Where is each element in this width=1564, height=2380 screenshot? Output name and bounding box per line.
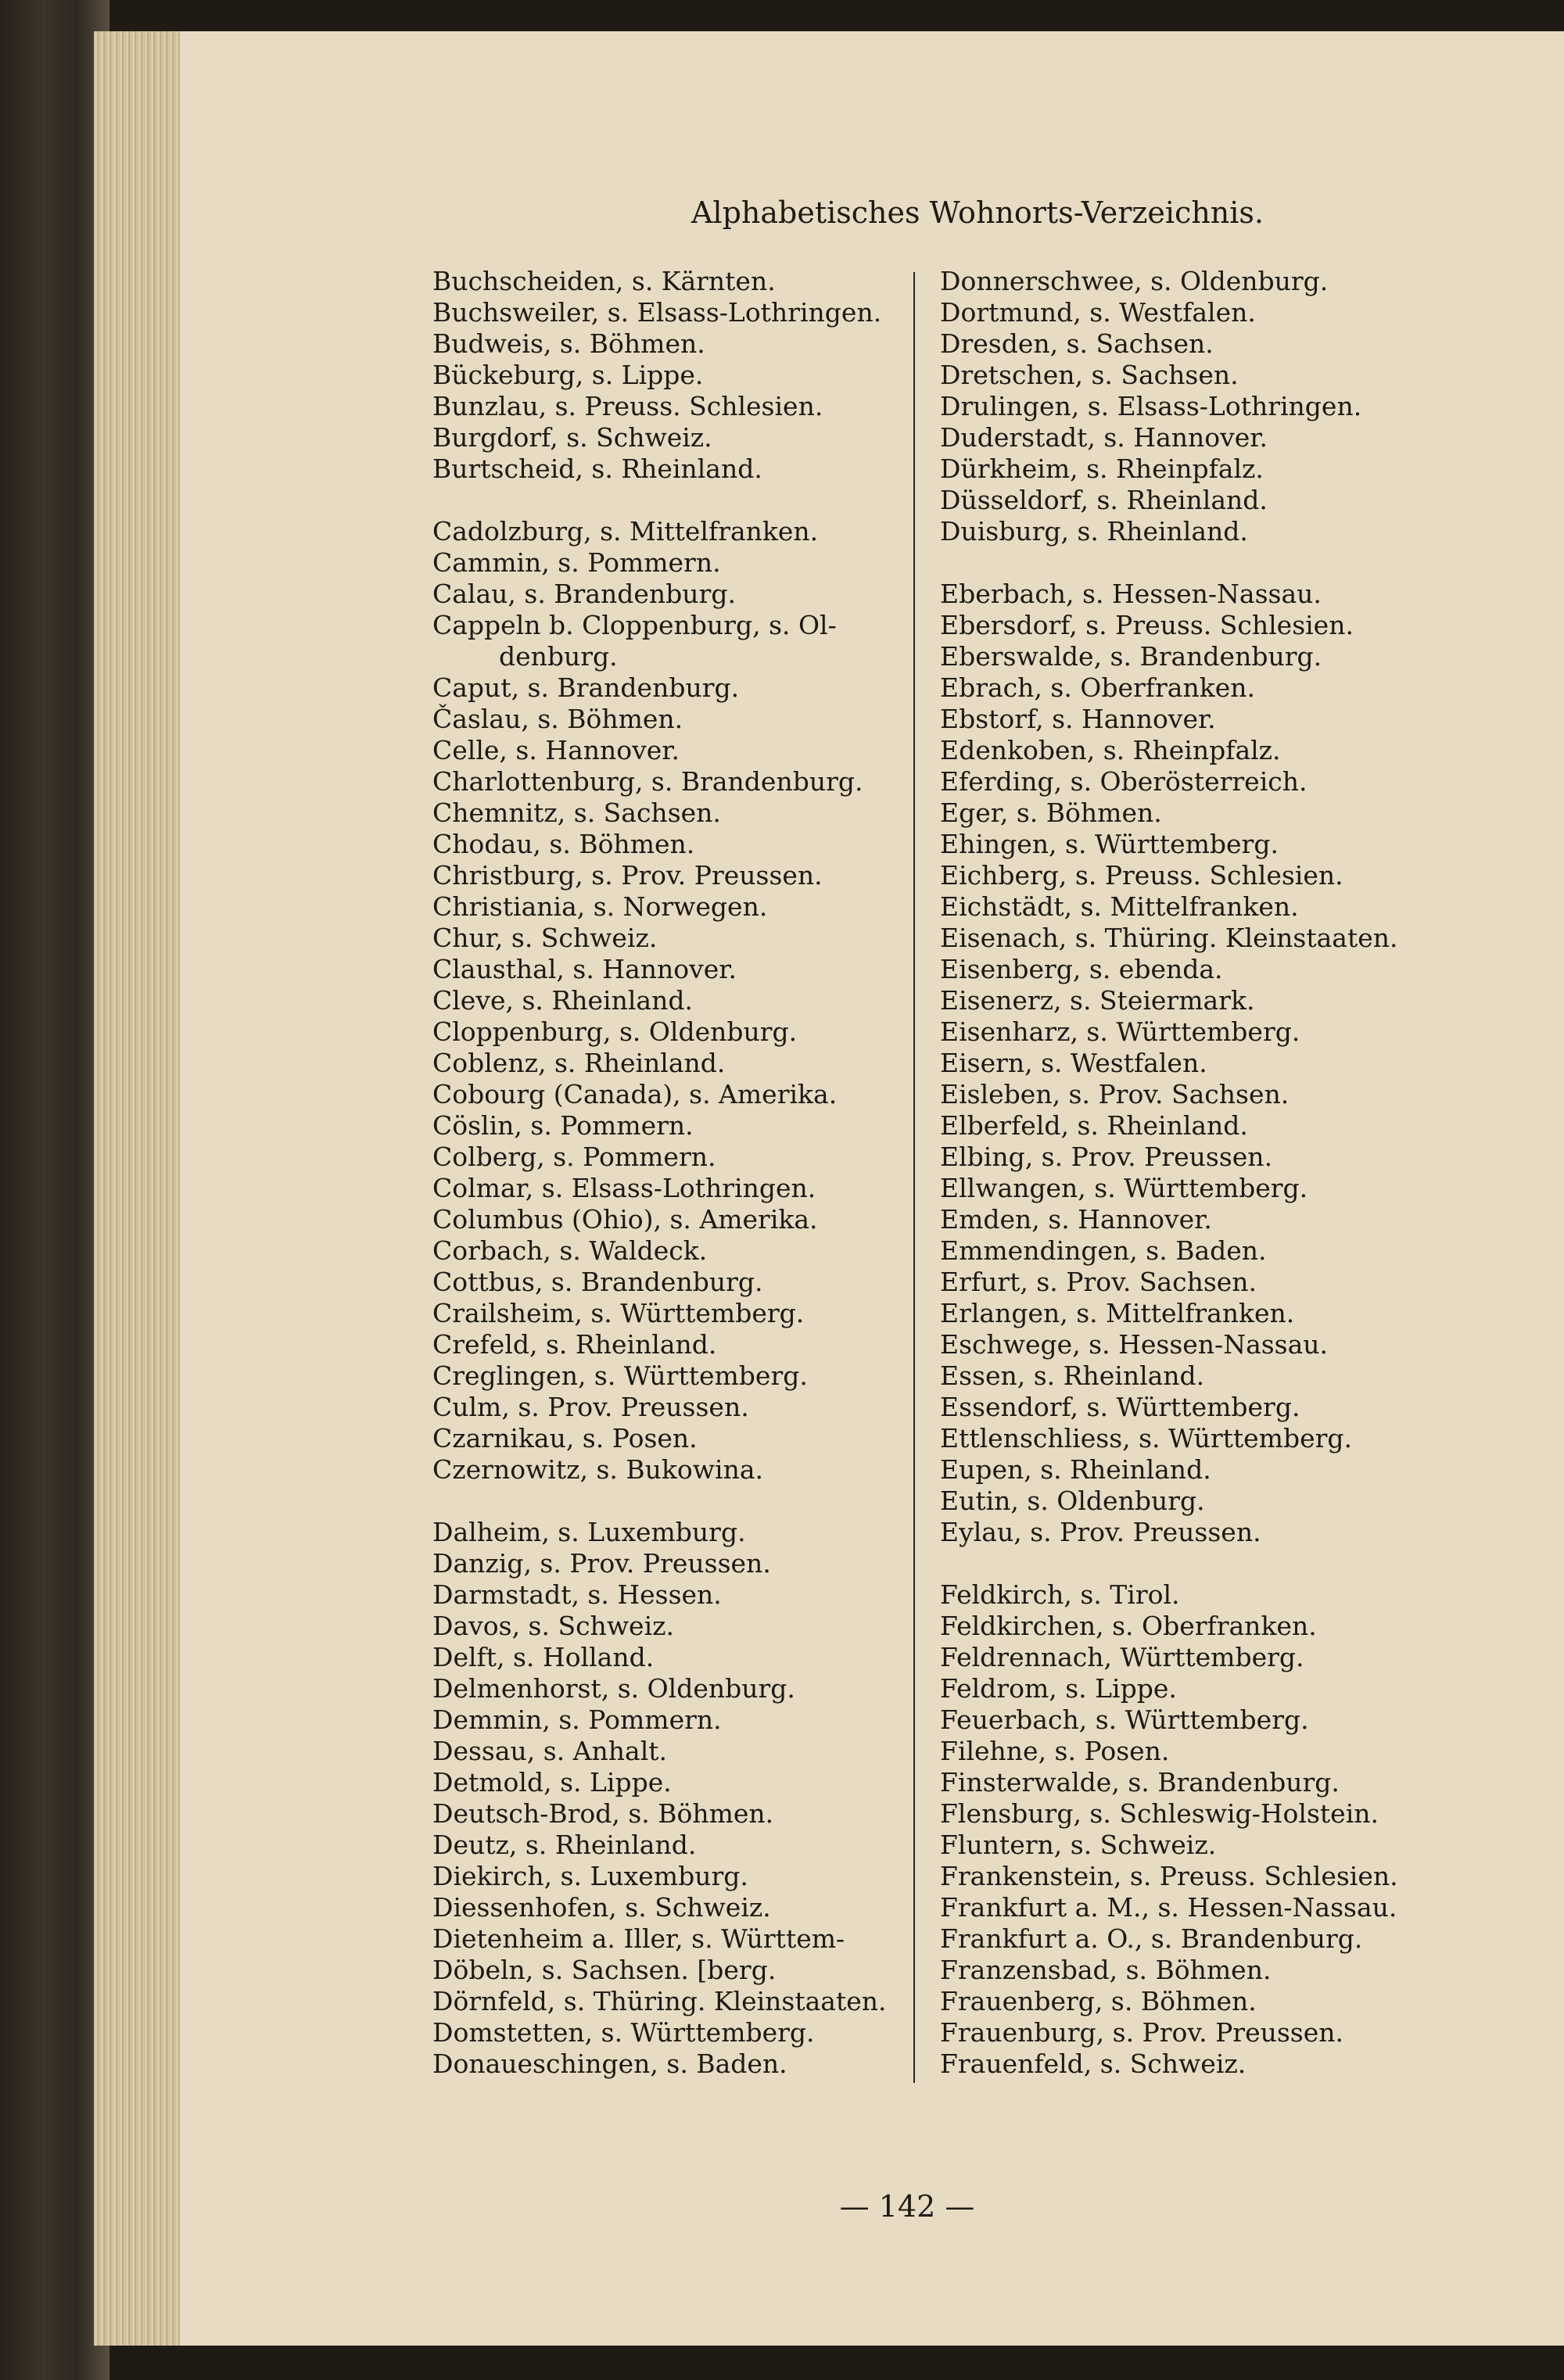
index-entry: Frankenstein, s. Preuss. Schlesien. (940, 1861, 1398, 1891)
index-entry: Coblenz, s. Rheinland. (432, 1048, 726, 1078)
index-entry: Cöslin, s. Pommern. (432, 1110, 694, 1141)
index-entry: Diessenhofen, s. Schweiz. (432, 1892, 771, 1923)
index-entry: Eisern, s. Westfalen. (940, 1048, 1207, 1078)
index-entry: Ettlenschliess, s. Württemberg. (940, 1423, 1353, 1453)
index-entry: Cappeln b. Cloppenburg, s. Ol- (432, 610, 837, 640)
index-entry: Eichstädt, s. Mittelfranken. (940, 891, 1299, 922)
index-entry: Feuerbach, s. Württemberg. (940, 1704, 1309, 1735)
index-entry: Bunzlau, s. Preuss. Schlesien. (432, 391, 823, 421)
index-entry: Frauenberg, s. Böhmen. (940, 1986, 1257, 2016)
index-entry: Flensburg, s. Schleswig-Holstein. (940, 1798, 1379, 1829)
index-entry: Cammin, s. Pommern. (432, 547, 721, 578)
index-entry: Buchsweiler, s. Elsass-Lothringen. (432, 297, 882, 328)
index-entry: Demmin, s. Pommern. (432, 1704, 722, 1735)
index-entry: Časlau, s. Böhmen. (432, 704, 683, 734)
index-entry: Budweis, s. Böhmen. (432, 328, 705, 359)
index-entry: Cadolzburg, s. Mittelfranken. (432, 516, 819, 547)
index-entry: Frankfurt a. M., s. Hessen-Nassau. (940, 1892, 1397, 1923)
index-entry: Chemnitz, s. Sachsen. (432, 798, 721, 828)
index-entry: Drulingen, s. Elsass-Lothringen. (940, 391, 1362, 421)
index-entry: Erlangen, s. Mittelfranken. (940, 1298, 1295, 1328)
index-entry: Feldrennach, Württemberg. (940, 1642, 1304, 1672)
index-entry: Columbus (Ohio), s. Amerika. (432, 1204, 818, 1235)
index-entry: Diekirch, s. Luxemburg. (432, 1861, 748, 1891)
index-entry: Eberswalde, s. Brandenburg. (940, 641, 1322, 672)
index-entry: Danzig, s. Prov. Preussen. (432, 1548, 771, 1579)
index-entry: Ebrach, s. Oberfranken. (940, 672, 1255, 703)
index-entry: Chodau, s. Böhmen. (432, 829, 695, 859)
index-entry: Calau, s. Brandenburg. (432, 579, 736, 609)
index-entry: Ellwangen, s. Württemberg. (940, 1173, 1308, 1203)
index-entry: Burtscheid, s. Rheinland. (432, 453, 762, 484)
index-entry: Culm, s. Prov. Preussen. (432, 1392, 749, 1422)
index-entry: Donnerschwee, s. Oldenburg. (940, 266, 1329, 296)
index-entry: Eichberg, s. Preuss. Schlesien. (940, 860, 1343, 891)
index-entry: Feldrom, s. Lippe. (940, 1673, 1177, 1704)
index-entry: Czernowitz, s. Bukowina. (432, 1454, 763, 1485)
index-entry: Finsterwalde, s. Brandenburg. (940, 1767, 1340, 1798)
index-entry: Colberg, s. Pommern. (432, 1142, 716, 1172)
index-entry: Charlottenburg, s. Brandenburg. (432, 766, 863, 797)
index-entry: Filehne, s. Posen. (940, 1736, 1170, 1766)
index-entry: Dürkheim, s. Rheinpfalz. (940, 453, 1264, 484)
index-entry: Fluntern, s. Schweiz. (940, 1830, 1217, 1860)
index-entry: Ebersdorf, s. Preuss. Schlesien. (940, 610, 1354, 640)
index-entry: Edenkoben, s. Rheinpfalz. (940, 735, 1281, 765)
index-entry: Düsseldorf, s. Rheinland. (940, 485, 1268, 515)
index-entry: Frauenfeld, s. Schweiz. (940, 2048, 1247, 2079)
index-entry: Eisenharz, s. Württemberg. (940, 1016, 1300, 1047)
index-entry: Czarnikau, s. Posen. (432, 1423, 698, 1453)
index-entry: Dalheim, s. Luxemburg. (432, 1517, 746, 1547)
index-entry: Eferding, s. Oberösterreich. (940, 766, 1308, 797)
index-entry: Ehingen, s. Württemberg. (940, 829, 1279, 859)
index-entry: Bückeburg, s. Lippe. (432, 360, 704, 390)
right-column (940, 266, 1480, 2080)
index-entry: Dörnfeld, s. Thüring. Kleinstaaten. (432, 1986, 887, 2016)
index-entry: Ebstorf, s. Hannover. (940, 704, 1216, 734)
index-entry: Cottbus, s. Brandenburg. (432, 1267, 763, 1297)
index-entry: Eisenach, s. Thüring. Kleinstaaten. (940, 923, 1398, 953)
book-spine (0, 0, 109, 2380)
index-entry: Darmstadt, s. Hessen. (432, 1579, 722, 1610)
index-entry: Eylau, s. Prov. Preussen. (940, 1517, 1261, 1547)
index-entry: Buchscheiden, s. Kärnten. (432, 266, 776, 296)
index-entry: Emden, s. Hannover. (940, 1204, 1212, 1235)
index-entry: Donaueschingen, s. Baden. (432, 2048, 787, 2079)
index-entry: Eschwege, s. Hessen-Nassau. (940, 1329, 1329, 1360)
index-entry: Chur, s. Schweiz. (432, 923, 658, 953)
index-entry: Emmendingen, s. Baden. (940, 1235, 1267, 1266)
index-entry: Delmenhorst, s. Oldenburg. (432, 1673, 795, 1704)
index-entry: Eutin, s. Oldenburg. (940, 1486, 1205, 1516)
index-entry: Colmar, s. Elsass-Lothringen. (432, 1173, 816, 1203)
index-entry: Celle, s. Hannover. (432, 735, 680, 765)
index-entry: Eisleben, s. Prov. Sachsen. (940, 1079, 1290, 1109)
index-entry: Dortmund, s. Westfalen. (940, 297, 1256, 328)
page-edges (94, 31, 188, 2346)
page-header: Alphabetisches Wohnorts-Verzeichnis. (691, 195, 1264, 230)
index-entry: Deutz, s. Rheinland. (432, 1830, 697, 1860)
index-entry: Frauenburg, s. Prov. Preussen. (940, 2017, 1344, 2048)
index-entry: Dretschen, s. Sachsen. (940, 360, 1239, 390)
index-entry: Feldkirchen, s. Oberfranken. (940, 1611, 1317, 1641)
index-entry: Elbing, s. Prov. Preussen. (940, 1142, 1273, 1172)
index-entry: Franzensbad, s. Böhmen. (940, 1955, 1272, 1985)
index-entry: Domstetten, s. Württemberg. (432, 2017, 815, 2048)
index-entry: Corbach, s. Waldeck. (432, 1235, 708, 1266)
index-entry: Creglingen, s. Württemberg. (432, 1360, 808, 1391)
index-entry: Christiania, s. Norwegen. (432, 891, 768, 922)
page-number: — 142 — (839, 2189, 975, 2224)
index-entry: Christburg, s. Prov. Preussen. (432, 860, 823, 891)
index-entry: Clausthal, s. Hannover. (432, 954, 737, 984)
index-entry: Delft, s. Holland. (432, 1642, 655, 1672)
index-entry: Eupen, s. Rheinland. (940, 1454, 1211, 1485)
index-entry: Crailsheim, s. Württemberg. (432, 1298, 805, 1328)
index-entry: Eberbach, s. Hessen-Nassau. (940, 579, 1322, 609)
index-entry: Feldkirch, s. Tirol. (940, 1579, 1180, 1610)
index-entry: Crefeld, s. Rheinland. (432, 1329, 717, 1360)
index-entry: Eisenberg, s. ebenda. (940, 954, 1223, 984)
index-entry: Eger, s. Böhmen. (940, 798, 1162, 828)
index-entry: Duisburg, s. Rheinland. (940, 516, 1248, 547)
index-entry: Frankfurt a. O., s. Brandenburg. (940, 1923, 1363, 1954)
index-entry: Essendorf, s. Württemberg. (940, 1392, 1300, 1422)
index-entry: Duderstadt, s. Hannover. (940, 422, 1268, 453)
index-entry: Essen, s. Rheinland. (940, 1360, 1205, 1391)
index-entry: Detmold, s. Lippe. (432, 1767, 672, 1798)
index-entry: Dresden, s. Sachsen. (940, 328, 1214, 359)
index-entry: Elberfeld, s. Rheinland. (940, 1110, 1248, 1141)
index-entry: Dietenheim a. Iller, s. Württem- (432, 1923, 845, 1954)
index-entry: Eisenerz, s. Steiermark. (940, 985, 1255, 1016)
column-divider (913, 272, 915, 2083)
index-entry: Davos, s. Schweiz. (432, 1611, 675, 1641)
index-entry: Caput, s. Brandenburg. (432, 672, 740, 703)
index-entry: denburg. (499, 641, 618, 672)
index-entry: Deutsch-Brod, s. Böhmen. (432, 1798, 774, 1829)
index-entry: Dessau, s. Anhalt. (432, 1736, 667, 1766)
index-entry: Cloppenburg, s. Oldenburg. (432, 1016, 798, 1047)
index-entry: Döbeln, s. Sachsen. [berg. (432, 1955, 777, 1985)
index-entry: Burgdorf, s. Schweiz. (432, 422, 712, 453)
index-entry: Cobourg (Canada), s. Amerika. (432, 1079, 838, 1109)
left-column (432, 266, 949, 2080)
index-entry: Erfurt, s. Prov. Sachsen. (940, 1267, 1257, 1297)
index-entry: Cleve, s. Rheinland. (432, 985, 693, 1016)
